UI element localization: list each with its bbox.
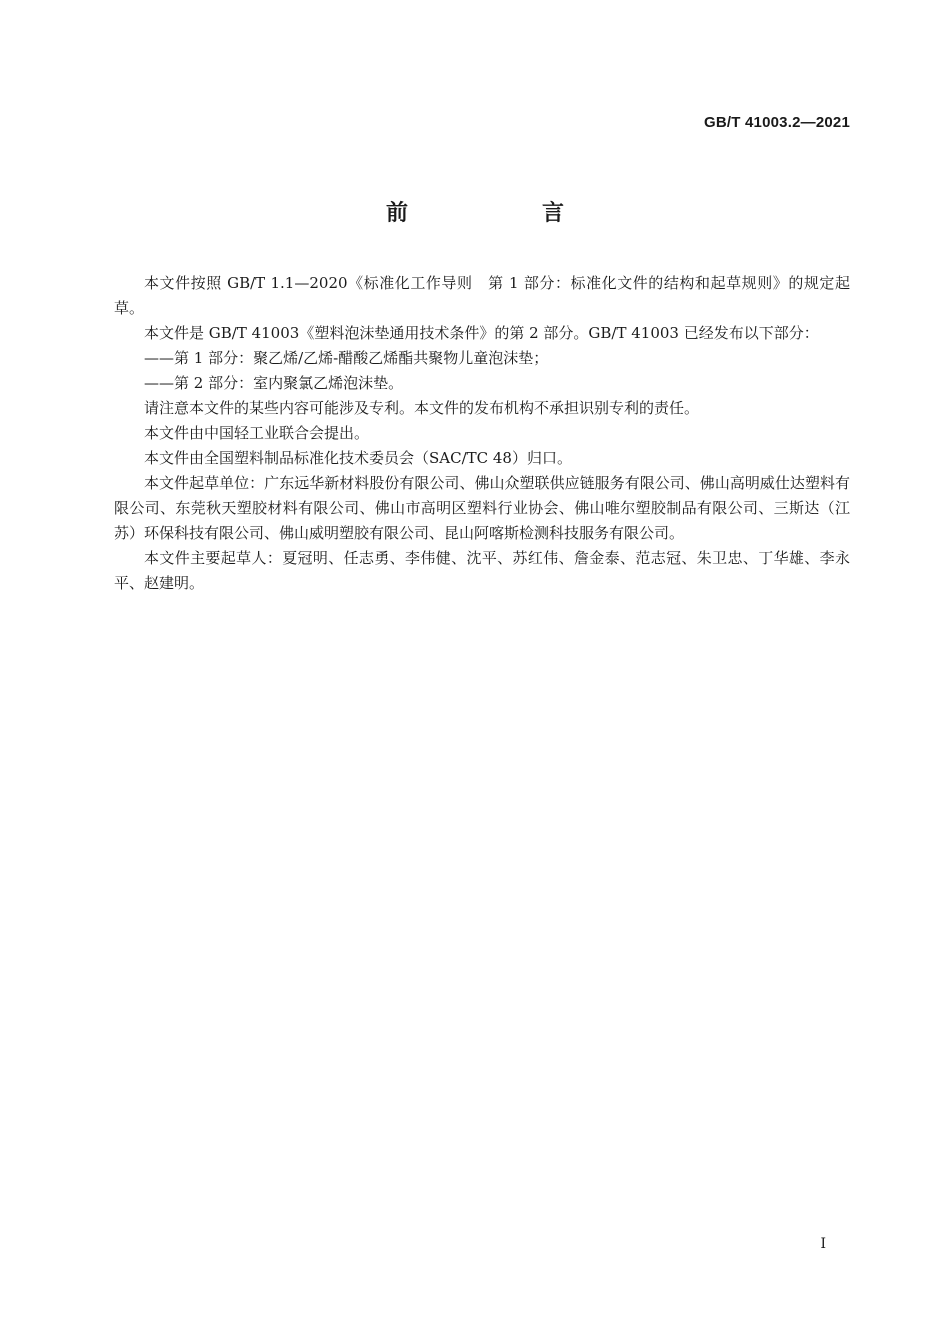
paragraph-part-1: ——第 1 部分：聚乙烯/乙烯-醋酸乙烯酯共聚物儿童泡沫垫； (144, 349, 549, 367)
paragraph-series-intro: 本文件是 GB/T 41003《塑料泡沫垫通用技术条件》的第 2 部分。GB/T 41003 已经发布以下部分： (144, 324, 819, 342)
paragraph-patent-notice: 请注意本文件的某些内容可能涉及专利。本文件的发布机构不承担识别专利的责任。 (144, 399, 700, 417)
foreword-body (114, 271, 850, 596)
paragraph-part-2: ——第 2 部分：室内聚氯乙烯泡沫垫。 (144, 374, 404, 392)
page-number: I (820, 1236, 826, 1252)
paragraph-drafting-rules: 本文件按照 GB/T 1.1—2020《标准化工作导则 第 1 部分：标准化文件的结构和起草规则》的规定起草。 (114, 274, 850, 317)
page-title: 前 言 (385, 201, 620, 226)
paragraph-proposer: 本文件由中国轻工业联合会提出。 (144, 424, 370, 442)
paragraph-drafters: 本文件主要起草人：夏冠明、任志勇、李伟健、沈平、苏红伟、詹金泰、范志冠、朱卫忠、丁华雄、李永平、赵建明。 (114, 549, 850, 592)
paragraph-drafting-units: 本文件起草单位：广东远华新材料股份有限公司、佛山众塑联供应链服务有限公司、佛山高明威仕达塑料有限公司、东莞秋天塑胶材料有限公司、佛山市高明区塑料行业协会、佛山唯尔塑胶制品有限公司、三斯达（江苏）环保科技有限公司、佛山威明塑胶有限公司、昆山阿喀斯检测科技服务有限公司。 (114, 474, 850, 542)
paragraph-committee: 本文件由全国塑料制品标准化技术委员会（SAC/TC 48）归口。 (144, 449, 572, 467)
standard-number: GB/T 41003.2—2021 (704, 114, 850, 131)
